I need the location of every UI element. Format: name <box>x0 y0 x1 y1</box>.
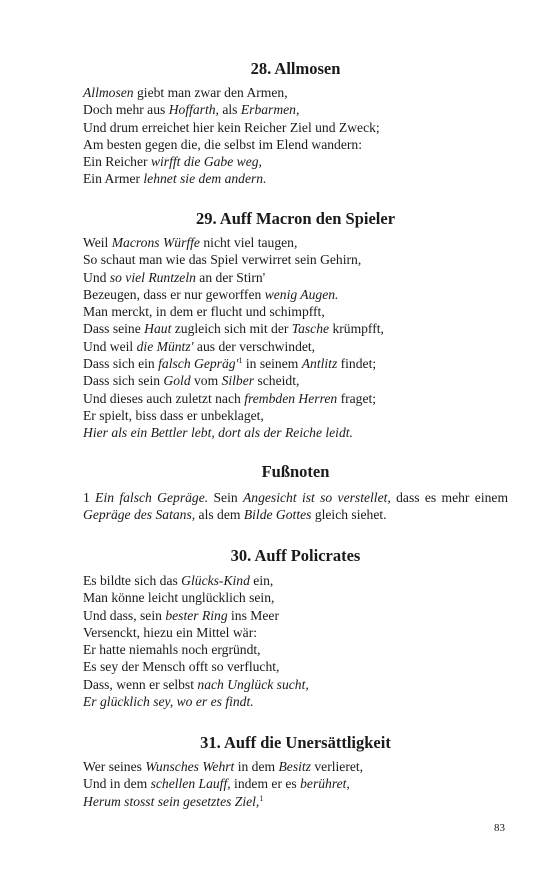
text-run: Ein Reicher <box>83 154 151 170</box>
poem-line <box>83 153 523 170</box>
text-run: verlieret, <box>310 759 364 774</box>
text-run: Versenckt, hiezu ein Mittel wär: <box>83 624 258 640</box>
text-run: Und in dem <box>83 776 151 792</box>
italic-text: wenig Augen. <box>264 286 339 302</box>
italic-text: Allmosen <box>83 85 134 100</box>
poem-line <box>83 303 523 320</box>
text-run: Dass, wenn er selbst <box>83 676 198 692</box>
italic-text: die Müntz' <box>136 338 194 354</box>
italic-text: Bilde Gottes <box>243 507 312 523</box>
poem-line <box>83 119 523 136</box>
poem-line <box>83 355 523 372</box>
text-run: Sein <box>208 490 243 505</box>
italic-text: Wunsches Wehrt <box>145 759 235 774</box>
poem-line <box>83 641 523 658</box>
text-run: indem er es <box>230 776 301 792</box>
poem-30 <box>83 572 523 710</box>
text-run: Doch mehr aus <box>83 102 169 118</box>
text-run: Weil <box>83 235 112 250</box>
poem-line <box>83 170 523 187</box>
poem-line <box>83 758 523 775</box>
poem-line <box>83 372 523 389</box>
text-run: in seinem <box>242 356 302 372</box>
poem-line <box>83 424 523 441</box>
italic-text: wirfft die Gabe weg, <box>150 154 262 170</box>
text-run: gleich siehet. <box>311 507 387 523</box>
poem-line <box>83 234 523 251</box>
text-run: an der Stirn' <box>195 269 266 285</box>
text-run: ein, <box>249 573 274 588</box>
italic-text: falsch Gepräg' <box>158 356 239 372</box>
poem-line <box>83 407 523 424</box>
poem-31 <box>83 758 523 810</box>
section-title-28: 28. Allmosen <box>250 59 341 78</box>
text-run: So schaut man wie das Spiel verwirret sein Gehirn, <box>83 252 362 268</box>
text-run: krümpfft, <box>329 321 384 337</box>
text-run: Man merckt, in dem er flucht und schimpfft, <box>83 304 325 320</box>
italic-text: Gold <box>163 373 191 389</box>
italic-text: nach Unglück sucht, <box>197 676 309 692</box>
italic-text: Macrons Würffe <box>111 235 200 250</box>
poem-line <box>83 693 523 710</box>
italic-text: Herum stosst sein gesetztes Ziel, <box>83 793 260 809</box>
text-run: 1 <box>83 490 96 505</box>
italic-text: bester Ring <box>165 607 228 623</box>
text-run: Und drum erreichet hier kein Reicher Ziel und Zweck; <box>83 119 380 135</box>
text-run: fraget; <box>337 390 377 406</box>
italic-text: Glücks-Kind <box>181 573 250 588</box>
text-run: als dem <box>195 507 244 523</box>
text-run: als <box>218 102 241 118</box>
italic-text: so viel Runtzeln <box>109 269 196 285</box>
text-run: Dass sich ein <box>83 356 159 372</box>
text-run: zugleich sich mit der <box>171 321 292 337</box>
italic-text: Haut <box>144 321 172 337</box>
italic-text: Tasche <box>291 321 330 337</box>
text-run: Dass sich sein <box>83 373 164 389</box>
poem-line <box>83 589 523 606</box>
poem-line <box>83 320 523 337</box>
text-run: giebt man zwar den Armen, <box>133 85 288 100</box>
poem-line <box>83 775 523 792</box>
italic-text: Silber <box>221 373 255 389</box>
poem-line <box>83 101 523 118</box>
poem-line <box>83 793 523 810</box>
italic-text: Besitz <box>278 759 311 774</box>
text-run: dass es mehr einem <box>390 490 509 505</box>
text-run: Wer seines <box>83 759 146 774</box>
poem-line <box>83 624 523 641</box>
poem-line <box>83 338 523 355</box>
text-run: Er hatte niemahls noch ergründt, <box>83 642 261 658</box>
poem-line <box>83 251 523 268</box>
text-run: Und dass, sein <box>83 607 166 623</box>
page-number: 83 <box>494 822 505 834</box>
text-run: Es sey der Mensch offt so verflucht, <box>83 659 280 675</box>
italic-text: Hier als ein Bettler lebt, dort als der Reiche leidt. <box>83 425 353 441</box>
section-title-31: 31. Auff die Unersättligkeit <box>200 733 391 752</box>
section-title-29: 29. Auff Macron den Spieler <box>195 209 396 228</box>
poem-line <box>83 84 523 101</box>
text-run: Dass seine <box>83 321 145 337</box>
italic-text: Antlitz <box>301 356 338 372</box>
poem-line <box>83 676 523 693</box>
italic-text: Ein falsch Gepräge. <box>95 490 209 505</box>
poem-29 <box>83 234 523 442</box>
text-run: Ein Armer <box>83 171 144 187</box>
text-run: vom <box>190 373 222 389</box>
poem-28 <box>83 84 523 188</box>
italic-text: Gepräge des Satans, <box>83 507 196 523</box>
section-title-footnotes: Fußnoten <box>261 462 330 481</box>
footnote-marker: 1 <box>259 793 264 803</box>
text-run: Er spielt, biss dass er unbeklaget, <box>83 407 264 423</box>
section-title-30: 30. Auff Policrates <box>230 546 361 565</box>
text-run: aus der verschwindet, <box>193 338 316 354</box>
italic-text: Erbarmen, <box>240 102 300 118</box>
italic-text: lehnet sie dem andern. <box>143 171 267 187</box>
footnote-1 <box>83 489 508 524</box>
text-run: nicht viel taugen, <box>199 235 298 250</box>
text-run: Und dieses auch zuletzt nach <box>83 390 245 406</box>
poem-line <box>83 269 523 286</box>
italic-text: Angesicht ist so verstellet, <box>243 490 391 505</box>
text-run: Es bildte sich das <box>83 573 182 588</box>
text-run: Und <box>83 269 110 285</box>
footnote-marker: 1 <box>238 356 243 366</box>
poem-line <box>83 658 523 675</box>
text-run: in dem <box>234 759 279 774</box>
text-run: scheidt, <box>254 373 300 389</box>
italic-text: Hoffarth, <box>168 102 219 118</box>
poem-line <box>83 390 523 407</box>
italic-text: schellen Lauff, <box>150 776 231 792</box>
poem-line <box>83 286 523 303</box>
italic-text: berühret, <box>300 776 350 792</box>
text-run: Bezeugen, dass er nur geworffen <box>83 286 265 302</box>
poem-line <box>83 136 523 153</box>
italic-text: frembden Herren <box>244 390 338 406</box>
text-run: findet; <box>337 356 377 372</box>
poem-line <box>83 607 523 624</box>
text-run: ins Meer <box>227 607 279 623</box>
italic-text: Er glücklich sey, wo er es findt. <box>83 694 254 710</box>
text-run: Am besten gegen die, die selbst im Elend wandern: <box>83 136 362 152</box>
text-run: Man könne leicht unglücklich sein, <box>83 590 275 606</box>
poem-line <box>83 572 523 589</box>
text-run: Und weil <box>83 338 137 354</box>
